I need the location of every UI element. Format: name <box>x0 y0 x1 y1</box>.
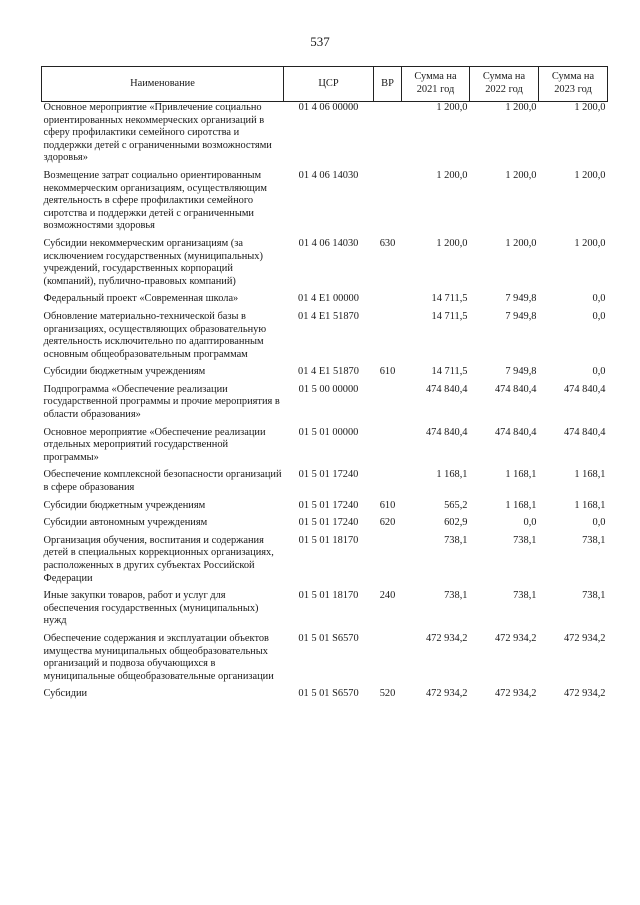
cell-name: Субсидии бюджетным учреждениям <box>43 366 206 378</box>
cell-2023: 0,0 <box>592 366 606 378</box>
header-2021: Сумма на 2021 год <box>402 67 470 102</box>
cell-name: Основное мероприятие «Обеспечение реализации отдельных мероприятий государственной программы» <box>43 426 266 463</box>
cell-2021: 14 711,5 <box>431 310 468 322</box>
cell-vr <box>374 633 402 688</box>
cell-csr: 01 5 01 00000 <box>298 426 359 438</box>
cell-2021: 474 840,4 <box>425 383 468 395</box>
cell-2021: 474 840,4 <box>425 426 468 438</box>
cell-name: Субсидии некоммерческим организациям (за исключением государственных (муниципальных) учреждений, государственных корпораций (компаний), публично-правовых компаний) <box>43 237 263 287</box>
cell-vr: 610 <box>379 499 396 511</box>
cell-2023: 472 934,2 <box>563 632 606 644</box>
cell-name: Субсидии бюджетным учреждениям <box>43 499 206 511</box>
cell-name: Обеспечение содержания и эксплуатации объектов имущества муниципальных общеобразовательных организаций и подвоза обучающихся в муниципальные общеобразовательные организации <box>43 632 274 682</box>
cell-vr <box>374 469 402 499</box>
cell-2023: 738,1 <box>582 590 606 602</box>
table-row <box>42 366 608 384</box>
header-csr: ЦСР <box>284 67 374 102</box>
budget-table <box>41 66 608 706</box>
cell-2023: 1 200,0 <box>574 102 606 113</box>
cell-2023: 1 200,0 <box>574 237 606 249</box>
cell-name: Организация обучения, воспитания и содержания детей в специальных коррекционных организациях, расположенных в других субъектах Российской Федерации <box>43 534 274 584</box>
header-name: Наименование <box>42 67 284 102</box>
cell-2021: 738,1 <box>444 590 468 602</box>
cell-name: Обновление материально-технической базы в организациях, осуществляющих образовательную деятельность исключительно по адаптированным основным общеобразовательным программам <box>43 310 267 360</box>
cell-name: Подпрограмма «Обеспечение реализации государственной программы и прочие мероприятия в области образования» <box>43 383 280 421</box>
table-row <box>42 311 608 366</box>
cell-2021: 1 200,0 <box>436 102 468 113</box>
cell-2023: 0,0 <box>592 310 606 322</box>
cell-2022: 7 949,8 <box>505 310 537 322</box>
cell-2022: 474 840,4 <box>494 383 537 395</box>
table-header-row <box>42 67 608 102</box>
cell-2022: 1 168,1 <box>505 499 537 511</box>
header-vr: ВР <box>374 67 402 102</box>
cell-2023: 1 200,0 <box>574 169 606 181</box>
cell-2022: 1 168,1 <box>505 469 537 481</box>
cell-vr <box>374 427 402 470</box>
cell-vr <box>374 170 402 238</box>
table-row <box>42 293 608 311</box>
cell-name: Обеспечение комплексной безопасности организаций в сфере образования <box>43 469 282 494</box>
table-row <box>42 500 608 518</box>
cell-2021: 1 200,0 <box>436 237 468 249</box>
cell-2021: 738,1 <box>444 534 468 546</box>
cell-csr: 01 4 E1 51870 <box>298 366 359 378</box>
cell-2021: 602,9 <box>444 517 468 529</box>
cell-2022: 7 949,8 <box>505 366 537 378</box>
cell-2023: 1 168,1 <box>574 499 606 511</box>
table-row <box>42 590 608 633</box>
cell-csr: 01 5 01 S6570 <box>298 632 359 644</box>
table-row <box>42 427 608 470</box>
cell-csr: 01 4 06 14030 <box>298 237 359 249</box>
cell-2023: 474 840,4 <box>563 383 606 395</box>
cell-2022: 474 840,4 <box>494 426 537 438</box>
cell-vr <box>374 311 402 366</box>
cell-csr: 01 5 01 18170 <box>298 534 359 546</box>
cell-2021: 472 934,2 <box>425 632 468 644</box>
header-2022: Сумма на 2022 год <box>470 67 539 102</box>
table-row <box>42 517 608 535</box>
cell-2022: 472 934,2 <box>494 632 537 644</box>
cell-csr: 01 5 01 18170 <box>298 590 359 602</box>
cell-2023: 1 168,1 <box>574 469 606 481</box>
cell-vr <box>374 293 402 311</box>
cell-vr: 520 <box>379 688 396 700</box>
header-2023: Сумма на 2023 год <box>539 67 608 102</box>
cell-2022: 472 934,2 <box>494 688 537 700</box>
cell-csr: 01 5 01 S6570 <box>298 688 359 700</box>
cell-2021: 565,2 <box>444 499 468 511</box>
page-number: 537 <box>310 34 330 49</box>
cell-csr: 01 5 01 17240 <box>298 517 359 529</box>
cell-2022: 7 949,8 <box>505 293 537 305</box>
cell-vr: 240 <box>379 590 396 602</box>
cell-csr: 01 5 00 00000 <box>298 383 359 395</box>
cell-vr <box>374 384 402 427</box>
cell-2023: 738,1 <box>582 534 606 546</box>
cell-vr: 630 <box>379 237 396 249</box>
cell-vr: 610 <box>379 366 396 378</box>
table-row <box>42 469 608 499</box>
cell-vr <box>374 535 402 590</box>
cell-2022: 1 200,0 <box>505 169 537 181</box>
cell-2022: 738,1 <box>513 534 537 546</box>
cell-csr: 01 5 01 17240 <box>298 469 359 481</box>
cell-2021: 14 711,5 <box>431 293 468 305</box>
cell-2021: 14 711,5 <box>431 366 468 378</box>
cell-2023: 474 840,4 <box>563 426 606 438</box>
table-row <box>42 688 608 706</box>
cell-2022: 1 200,0 <box>505 102 537 113</box>
table-row <box>42 384 608 427</box>
cell-csr: 01 4 E1 51870 <box>298 310 359 322</box>
cell-vr <box>374 102 402 170</box>
cell-vr: 620 <box>379 517 396 529</box>
cell-2022: 1 200,0 <box>505 237 537 249</box>
cell-name: Возмещение затрат социально ориентированным некоммерческим организациям, осуществляющим деятельность в сфере профилактики семейного сиротства и поддержки детей с ограниченными возможностями здоровья <box>43 169 267 232</box>
table-row <box>42 238 608 293</box>
cell-2022: 738,1 <box>513 590 537 602</box>
table-row <box>42 633 608 688</box>
table-body <box>42 102 608 706</box>
cell-csr: 01 4 06 14030 <box>298 169 359 181</box>
cell-csr: 01 4 E1 00000 <box>298 293 359 305</box>
cell-name: Основное мероприятие «Привлечение социально ориентированных некоммерческих организаций в сферу профилактики семейного сиротства и поддержки детей с ограниченными возможностями здоровья» <box>43 102 272 164</box>
cell-2023: 0,0 <box>592 293 606 305</box>
cell-2023: 472 934,2 <box>563 688 606 700</box>
cell-name: Субсидии <box>43 688 88 700</box>
cell-2021: 472 934,2 <box>425 688 468 700</box>
cell-name: Федеральный проект «Современная школа» <box>43 293 239 305</box>
cell-csr: 01 5 01 17240 <box>298 499 359 511</box>
cell-2021: 1 200,0 <box>436 169 468 181</box>
cell-name: Субсидии автономным учреждениям <box>43 517 208 529</box>
table-row <box>42 170 608 238</box>
cell-2021: 1 168,1 <box>436 469 468 481</box>
cell-2023: 0,0 <box>592 517 606 529</box>
table-row <box>42 102 608 170</box>
table-row <box>42 535 608 590</box>
cell-csr: 01 4 06 00000 <box>298 102 359 113</box>
cell-name: Иные закупки товаров, работ и услуг для обеспечения государственных (муниципальных) нужд <box>43 590 259 627</box>
cell-2022: 0,0 <box>523 517 537 529</box>
